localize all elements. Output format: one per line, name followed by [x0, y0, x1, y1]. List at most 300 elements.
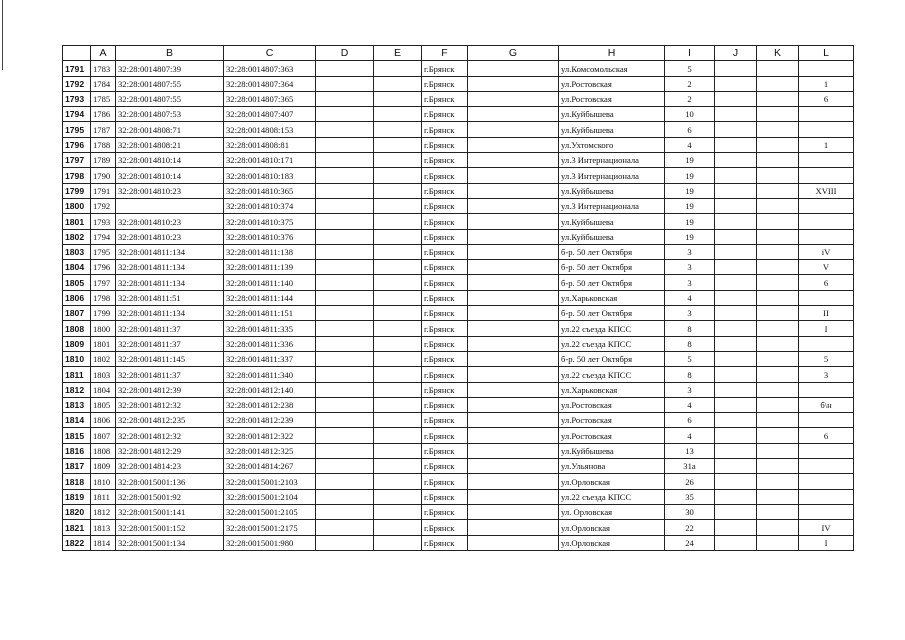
- cell-h[interactable]: ул.22 съезда КПСС: [559, 321, 665, 336]
- cell-i[interactable]: 31а: [665, 459, 715, 474]
- cell-h[interactable]: ул.3 Интернационала: [559, 198, 665, 213]
- cell-b[interactable]: 32:28:0014807:39: [116, 61, 224, 76]
- cell-i[interactable]: 4: [665, 397, 715, 412]
- cell-h[interactable]: ул.Ульянова: [559, 459, 665, 474]
- cell-f[interactable]: г.Брянск: [422, 413, 468, 428]
- cell-k[interactable]: [757, 91, 799, 106]
- cell-d[interactable]: [316, 183, 374, 198]
- row-number[interactable]: 1805: [63, 275, 91, 290]
- cell-l[interactable]: IV: [799, 520, 854, 535]
- cell-f[interactable]: г.Брянск: [422, 137, 468, 152]
- cell-j[interactable]: [715, 107, 757, 122]
- cell-f[interactable]: г.Брянск: [422, 535, 468, 550]
- cell-h[interactable]: б-р. 50 лет Октября: [559, 244, 665, 259]
- cell-k[interactable]: [757, 459, 799, 474]
- cell-a[interactable]: 1784: [91, 76, 116, 91]
- cell-k[interactable]: [757, 107, 799, 122]
- cell-e[interactable]: [374, 198, 422, 213]
- cell-i[interactable]: 8: [665, 336, 715, 351]
- cell-i[interactable]: 19: [665, 229, 715, 244]
- cell-b[interactable]: 32:28:0015001:92: [116, 489, 224, 504]
- cell-l[interactable]: б\н: [799, 397, 854, 412]
- cell-f[interactable]: г.Брянск: [422, 520, 468, 535]
- cell-j[interactable]: [715, 290, 757, 305]
- row-number[interactable]: 1804: [63, 260, 91, 275]
- cell-a[interactable]: 1814: [91, 535, 116, 550]
- cell-i[interactable]: 3: [665, 306, 715, 321]
- cell-d[interactable]: [316, 443, 374, 458]
- cell-e[interactable]: [374, 229, 422, 244]
- cell-j[interactable]: [715, 428, 757, 443]
- cell-j[interactable]: [715, 168, 757, 183]
- cell-b[interactable]: 32:28:0014811:134: [116, 306, 224, 321]
- cell-e[interactable]: [374, 76, 422, 91]
- cell-c[interactable]: 32:28:0014814:267: [224, 459, 316, 474]
- cell-e[interactable]: [374, 183, 422, 198]
- cell-l[interactable]: iV: [799, 244, 854, 259]
- cell-a[interactable]: 1802: [91, 351, 116, 366]
- cell-d[interactable]: [316, 61, 374, 76]
- cell-i[interactable]: 24: [665, 535, 715, 550]
- cell-f[interactable]: г.Брянск: [422, 183, 468, 198]
- cell-h[interactable]: ул.22 съезда КПСС: [559, 367, 665, 382]
- cell-b[interactable]: 32:28:0014812:29: [116, 443, 224, 458]
- cell-f[interactable]: г.Брянск: [422, 306, 468, 321]
- cell-a[interactable]: 1801: [91, 336, 116, 351]
- cell-b[interactable]: 32:28:0015001:152: [116, 520, 224, 535]
- cell-i[interactable]: 4: [665, 290, 715, 305]
- cell-d[interactable]: [316, 321, 374, 336]
- cell-h[interactable]: ул.22 съезда КПСС: [559, 489, 665, 504]
- cell-e[interactable]: [374, 214, 422, 229]
- cell-e[interactable]: [374, 122, 422, 137]
- cell-j[interactable]: [715, 260, 757, 275]
- cell-j[interactable]: [715, 229, 757, 244]
- cell-h[interactable]: ул.Комсомольская: [559, 61, 665, 76]
- cell-e[interactable]: [374, 504, 422, 519]
- column-header-j[interactable]: J: [715, 46, 757, 61]
- cell-a[interactable]: 1786: [91, 107, 116, 122]
- cell-l[interactable]: [799, 229, 854, 244]
- row-number[interactable]: 1811: [63, 367, 91, 382]
- cell-e[interactable]: [374, 260, 422, 275]
- cell-g[interactable]: [468, 351, 559, 366]
- row-number[interactable]: 1793: [63, 91, 91, 106]
- cell-i[interactable]: 3: [665, 275, 715, 290]
- cell-f[interactable]: г.Брянск: [422, 367, 468, 382]
- cell-h[interactable]: б-р. 50 лет Октября: [559, 260, 665, 275]
- cell-f[interactable]: г.Брянск: [422, 382, 468, 397]
- row-number[interactable]: 1810: [63, 351, 91, 366]
- cell-a[interactable]: 1788: [91, 137, 116, 152]
- cell-b[interactable]: 32:28:0015001:136: [116, 474, 224, 489]
- row-number[interactable]: 1792: [63, 76, 91, 91]
- cell-e[interactable]: [374, 336, 422, 351]
- cell-d[interactable]: [316, 137, 374, 152]
- cell-a[interactable]: 1785: [91, 91, 116, 106]
- cell-b[interactable]: 32:28:0014811:37: [116, 367, 224, 382]
- cell-c[interactable]: 32:28:0014811:151: [224, 306, 316, 321]
- cell-e[interactable]: [374, 535, 422, 550]
- row-number[interactable]: 1814: [63, 413, 91, 428]
- cell-i[interactable]: 30: [665, 504, 715, 519]
- cell-c[interactable]: 32:28:0015001:980: [224, 535, 316, 550]
- cell-k[interactable]: [757, 520, 799, 535]
- cell-k[interactable]: [757, 351, 799, 366]
- cell-a[interactable]: 1791: [91, 183, 116, 198]
- cell-h[interactable]: ул.Ухтомского: [559, 137, 665, 152]
- cell-h[interactable]: ул.Ростовская: [559, 428, 665, 443]
- row-number[interactable]: 1794: [63, 107, 91, 122]
- cell-c[interactable]: 32:28:0014810:183: [224, 168, 316, 183]
- cell-g[interactable]: [468, 474, 559, 489]
- cell-k[interactable]: [757, 198, 799, 213]
- cell-c[interactable]: 32:28:0014811:139: [224, 260, 316, 275]
- cell-a[interactable]: 1800: [91, 321, 116, 336]
- cell-f[interactable]: г.Брянск: [422, 504, 468, 519]
- cell-h[interactable]: ул.Куйбышева: [559, 107, 665, 122]
- cell-a[interactable]: 1795: [91, 244, 116, 259]
- cell-g[interactable]: [468, 183, 559, 198]
- cell-e[interactable]: [374, 367, 422, 382]
- cell-b[interactable]: 32:28:0014811:134: [116, 244, 224, 259]
- row-number[interactable]: 1799: [63, 183, 91, 198]
- cell-l[interactable]: [799, 168, 854, 183]
- cell-g[interactable]: [468, 413, 559, 428]
- row-number[interactable]: 1806: [63, 290, 91, 305]
- cell-d[interactable]: [316, 122, 374, 137]
- cell-e[interactable]: [374, 107, 422, 122]
- cell-j[interactable]: [715, 61, 757, 76]
- cell-h[interactable]: ул.Ростовская: [559, 397, 665, 412]
- cell-i[interactable]: 3: [665, 244, 715, 259]
- row-number[interactable]: 1816: [63, 443, 91, 458]
- cell-k[interactable]: [757, 122, 799, 137]
- cell-g[interactable]: [468, 107, 559, 122]
- cell-e[interactable]: [374, 428, 422, 443]
- column-header-g[interactable]: G: [468, 46, 559, 61]
- cell-l[interactable]: 6: [799, 91, 854, 106]
- cell-l[interactable]: [799, 198, 854, 213]
- cell-i[interactable]: 13: [665, 443, 715, 458]
- cell-a[interactable]: 1813: [91, 520, 116, 535]
- cell-h[interactable]: ул.Харьковская: [559, 382, 665, 397]
- cell-b[interactable]: 32:28:0014811:51: [116, 290, 224, 305]
- cell-f[interactable]: г.Брянск: [422, 122, 468, 137]
- cell-b[interactable]: 32:28:0014810:14: [116, 168, 224, 183]
- cell-e[interactable]: [374, 474, 422, 489]
- cell-l[interactable]: 6: [799, 275, 854, 290]
- cell-b[interactable]: 32:28:0014810:23: [116, 229, 224, 244]
- row-number[interactable]: 1797: [63, 153, 91, 168]
- cell-f[interactable]: г.Брянск: [422, 153, 468, 168]
- cell-j[interactable]: [715, 474, 757, 489]
- row-number[interactable]: 1809: [63, 336, 91, 351]
- cell-i[interactable]: 35: [665, 489, 715, 504]
- cell-j[interactable]: [715, 382, 757, 397]
- cell-g[interactable]: [468, 214, 559, 229]
- cell-b[interactable]: 32:28:0014810:23: [116, 183, 224, 198]
- cell-g[interactable]: [468, 367, 559, 382]
- row-number[interactable]: 1817: [63, 459, 91, 474]
- cell-h[interactable]: ул.Ростовская: [559, 76, 665, 91]
- cell-i[interactable]: 3: [665, 382, 715, 397]
- cell-h[interactable]: ул.Куйбышева: [559, 443, 665, 458]
- cell-h[interactable]: ул.Куйбышева: [559, 214, 665, 229]
- column-header-a[interactable]: A: [91, 46, 116, 61]
- cell-e[interactable]: [374, 275, 422, 290]
- row-number[interactable]: 1813: [63, 397, 91, 412]
- column-header-c[interactable]: C: [224, 46, 316, 61]
- cell-g[interactable]: [468, 168, 559, 183]
- column-header-l[interactable]: L: [799, 46, 854, 61]
- cell-k[interactable]: [757, 76, 799, 91]
- column-header-f[interactable]: F: [422, 46, 468, 61]
- cell-e[interactable]: [374, 397, 422, 412]
- cell-b[interactable]: 32:28:0014810:14: [116, 153, 224, 168]
- cell-f[interactable]: г.Брянск: [422, 229, 468, 244]
- cell-a[interactable]: 1783: [91, 61, 116, 76]
- cell-k[interactable]: [757, 183, 799, 198]
- cell-i[interactable]: 2: [665, 91, 715, 106]
- cell-c[interactable]: 32:28:0014810:375: [224, 214, 316, 229]
- cell-b[interactable]: 32:28:0014811:37: [116, 321, 224, 336]
- cell-j[interactable]: [715, 321, 757, 336]
- cell-i[interactable]: 26: [665, 474, 715, 489]
- row-number[interactable]: 1822: [63, 535, 91, 550]
- cell-g[interactable]: [468, 306, 559, 321]
- cell-l[interactable]: 1: [799, 137, 854, 152]
- cell-g[interactable]: [468, 122, 559, 137]
- row-number[interactable]: 1798: [63, 168, 91, 183]
- cell-f[interactable]: г.Брянск: [422, 290, 468, 305]
- cell-j[interactable]: [715, 397, 757, 412]
- cell-e[interactable]: [374, 351, 422, 366]
- cell-g[interactable]: [468, 244, 559, 259]
- cell-a[interactable]: 1790: [91, 168, 116, 183]
- cell-d[interactable]: [316, 198, 374, 213]
- cell-e[interactable]: [374, 321, 422, 336]
- cell-g[interactable]: [468, 443, 559, 458]
- cell-b[interactable]: 32:28:0015001:134: [116, 535, 224, 550]
- cell-f[interactable]: г.Брянск: [422, 107, 468, 122]
- cell-c[interactable]: 32:28:0014810:171: [224, 153, 316, 168]
- cell-j[interactable]: [715, 137, 757, 152]
- cell-k[interactable]: [757, 367, 799, 382]
- cell-k[interactable]: [757, 428, 799, 443]
- cell-c[interactable]: 32:28:0014808:81: [224, 137, 316, 152]
- cell-d[interactable]: [316, 91, 374, 106]
- cell-a[interactable]: 1811: [91, 489, 116, 504]
- cell-l[interactable]: [799, 122, 854, 137]
- column-header-k[interactable]: K: [757, 46, 799, 61]
- cell-l[interactable]: 1: [799, 76, 854, 91]
- cell-f[interactable]: г.Брянск: [422, 61, 468, 76]
- cell-d[interactable]: [316, 413, 374, 428]
- cell-e[interactable]: [374, 91, 422, 106]
- cell-j[interactable]: [715, 198, 757, 213]
- cell-l[interactable]: [799, 504, 854, 519]
- cell-l[interactable]: 6: [799, 428, 854, 443]
- cell-b[interactable]: 32:28:0014810:23: [116, 214, 224, 229]
- cell-k[interactable]: [757, 413, 799, 428]
- cell-d[interactable]: [316, 474, 374, 489]
- cell-a[interactable]: 1807: [91, 428, 116, 443]
- cell-h[interactable]: ул.Куйбышева: [559, 122, 665, 137]
- cell-a[interactable]: 1796: [91, 260, 116, 275]
- cell-b[interactable]: [116, 198, 224, 213]
- cell-i[interactable]: 22: [665, 520, 715, 535]
- cell-f[interactable]: г.Брянск: [422, 198, 468, 213]
- cell-f[interactable]: г.Брянск: [422, 260, 468, 275]
- cell-l[interactable]: XVIII: [799, 183, 854, 198]
- cell-h[interactable]: ул. Орловская: [559, 504, 665, 519]
- cell-j[interactable]: [715, 214, 757, 229]
- cell-g[interactable]: [468, 290, 559, 305]
- cell-f[interactable]: г.Брянск: [422, 459, 468, 474]
- cell-a[interactable]: 1794: [91, 229, 116, 244]
- cell-e[interactable]: [374, 244, 422, 259]
- cell-d[interactable]: [316, 260, 374, 275]
- cell-g[interactable]: [468, 229, 559, 244]
- cell-f[interactable]: г.Брянск: [422, 428, 468, 443]
- cell-j[interactable]: [715, 153, 757, 168]
- cell-k[interactable]: [757, 321, 799, 336]
- cell-j[interactable]: [715, 520, 757, 535]
- cell-b[interactable]: 32:28:0014812:235: [116, 413, 224, 428]
- cell-j[interactable]: [715, 244, 757, 259]
- cell-c[interactable]: 32:28:0014811:335: [224, 321, 316, 336]
- cell-g[interactable]: [468, 504, 559, 519]
- cell-f[interactable]: г.Брянск: [422, 443, 468, 458]
- cell-d[interactable]: [316, 168, 374, 183]
- cell-a[interactable]: 1797: [91, 275, 116, 290]
- cell-j[interactable]: [715, 336, 757, 351]
- cell-j[interactable]: [715, 367, 757, 382]
- cell-i[interactable]: 5: [665, 61, 715, 76]
- cell-i[interactable]: 3: [665, 260, 715, 275]
- cell-d[interactable]: [316, 214, 374, 229]
- cell-e[interactable]: [374, 443, 422, 458]
- cell-d[interactable]: [316, 244, 374, 259]
- cell-d[interactable]: [316, 504, 374, 519]
- cell-e[interactable]: [374, 413, 422, 428]
- cell-b[interactable]: 32:28:0015001:141: [116, 504, 224, 519]
- cell-h[interactable]: ул.Орловская: [559, 535, 665, 550]
- cell-a[interactable]: 1789: [91, 153, 116, 168]
- cell-f[interactable]: г.Брянск: [422, 214, 468, 229]
- cell-g[interactable]: [468, 489, 559, 504]
- row-number[interactable]: 1791: [63, 61, 91, 76]
- row-number[interactable]: 1796: [63, 137, 91, 152]
- cell-g[interactable]: [468, 520, 559, 535]
- cell-b[interactable]: 32:28:0014808:71: [116, 122, 224, 137]
- cell-l[interactable]: [799, 214, 854, 229]
- row-number[interactable]: 1818: [63, 474, 91, 489]
- row-number[interactable]: 1815: [63, 428, 91, 443]
- cell-g[interactable]: [468, 336, 559, 351]
- cell-l[interactable]: [799, 61, 854, 76]
- column-header-e[interactable]: E: [374, 46, 422, 61]
- cell-k[interactable]: [757, 443, 799, 458]
- cell-i[interactable]: 19: [665, 168, 715, 183]
- cell-k[interactable]: [757, 397, 799, 412]
- cell-l[interactable]: [799, 413, 854, 428]
- cell-f[interactable]: г.Брянск: [422, 397, 468, 412]
- cell-c[interactable]: 32:28:0014810:365: [224, 183, 316, 198]
- cell-c[interactable]: 32:28:0015001:2103: [224, 474, 316, 489]
- cell-j[interactable]: [715, 183, 757, 198]
- cell-c[interactable]: 32:28:0015001:2105: [224, 504, 316, 519]
- cell-i[interactable]: 8: [665, 321, 715, 336]
- cell-f[interactable]: г.Брянск: [422, 91, 468, 106]
- row-number[interactable]: 1812: [63, 382, 91, 397]
- column-header-d[interactable]: D: [316, 46, 374, 61]
- cell-k[interactable]: [757, 504, 799, 519]
- cell-l[interactable]: [799, 153, 854, 168]
- cell-c[interactable]: 32:28:0014811:144: [224, 290, 316, 305]
- cell-g[interactable]: [468, 459, 559, 474]
- cell-e[interactable]: [374, 489, 422, 504]
- cell-d[interactable]: [316, 397, 374, 412]
- cell-c[interactable]: 32:28:0014812:238: [224, 397, 316, 412]
- row-number[interactable]: 1800: [63, 198, 91, 213]
- cell-e[interactable]: [374, 459, 422, 474]
- cell-k[interactable]: [757, 137, 799, 152]
- cell-b[interactable]: 32:28:0014814:23: [116, 459, 224, 474]
- cell-g[interactable]: [468, 428, 559, 443]
- cell-j[interactable]: [715, 275, 757, 290]
- cell-g[interactable]: [468, 61, 559, 76]
- cell-f[interactable]: г.Брянск: [422, 76, 468, 91]
- cell-d[interactable]: [316, 351, 374, 366]
- cell-l[interactable]: [799, 290, 854, 305]
- cell-e[interactable]: [374, 137, 422, 152]
- cell-h[interactable]: ул.Орловская: [559, 520, 665, 535]
- cell-l[interactable]: V: [799, 260, 854, 275]
- cell-b[interactable]: 32:28:0014808:21: [116, 137, 224, 152]
- cell-l[interactable]: I: [799, 321, 854, 336]
- cell-h[interactable]: ул.Ростовская: [559, 413, 665, 428]
- cell-i[interactable]: 10: [665, 107, 715, 122]
- row-number[interactable]: 1801: [63, 214, 91, 229]
- cell-i[interactable]: 5: [665, 351, 715, 366]
- cell-e[interactable]: [374, 168, 422, 183]
- cell-d[interactable]: [316, 489, 374, 504]
- cell-k[interactable]: [757, 336, 799, 351]
- cell-g[interactable]: [468, 275, 559, 290]
- cell-c[interactable]: 32:28:0015001:2175: [224, 520, 316, 535]
- row-number[interactable]: 1803: [63, 244, 91, 259]
- cell-j[interactable]: [715, 91, 757, 106]
- cell-d[interactable]: [316, 275, 374, 290]
- cell-h[interactable]: ул.3 Интернационала: [559, 168, 665, 183]
- cell-a[interactable]: 1793: [91, 214, 116, 229]
- cell-l[interactable]: I: [799, 535, 854, 550]
- cell-j[interactable]: [715, 504, 757, 519]
- cell-a[interactable]: 1805: [91, 397, 116, 412]
- cell-a[interactable]: 1792: [91, 198, 116, 213]
- cell-l[interactable]: [799, 443, 854, 458]
- cell-j[interactable]: [715, 351, 757, 366]
- row-number[interactable]: 1820: [63, 504, 91, 519]
- cell-g[interactable]: [468, 198, 559, 213]
- cell-e[interactable]: [374, 382, 422, 397]
- cell-a[interactable]: 1808: [91, 443, 116, 458]
- cell-j[interactable]: [715, 76, 757, 91]
- cell-e[interactable]: [374, 306, 422, 321]
- cell-k[interactable]: [757, 260, 799, 275]
